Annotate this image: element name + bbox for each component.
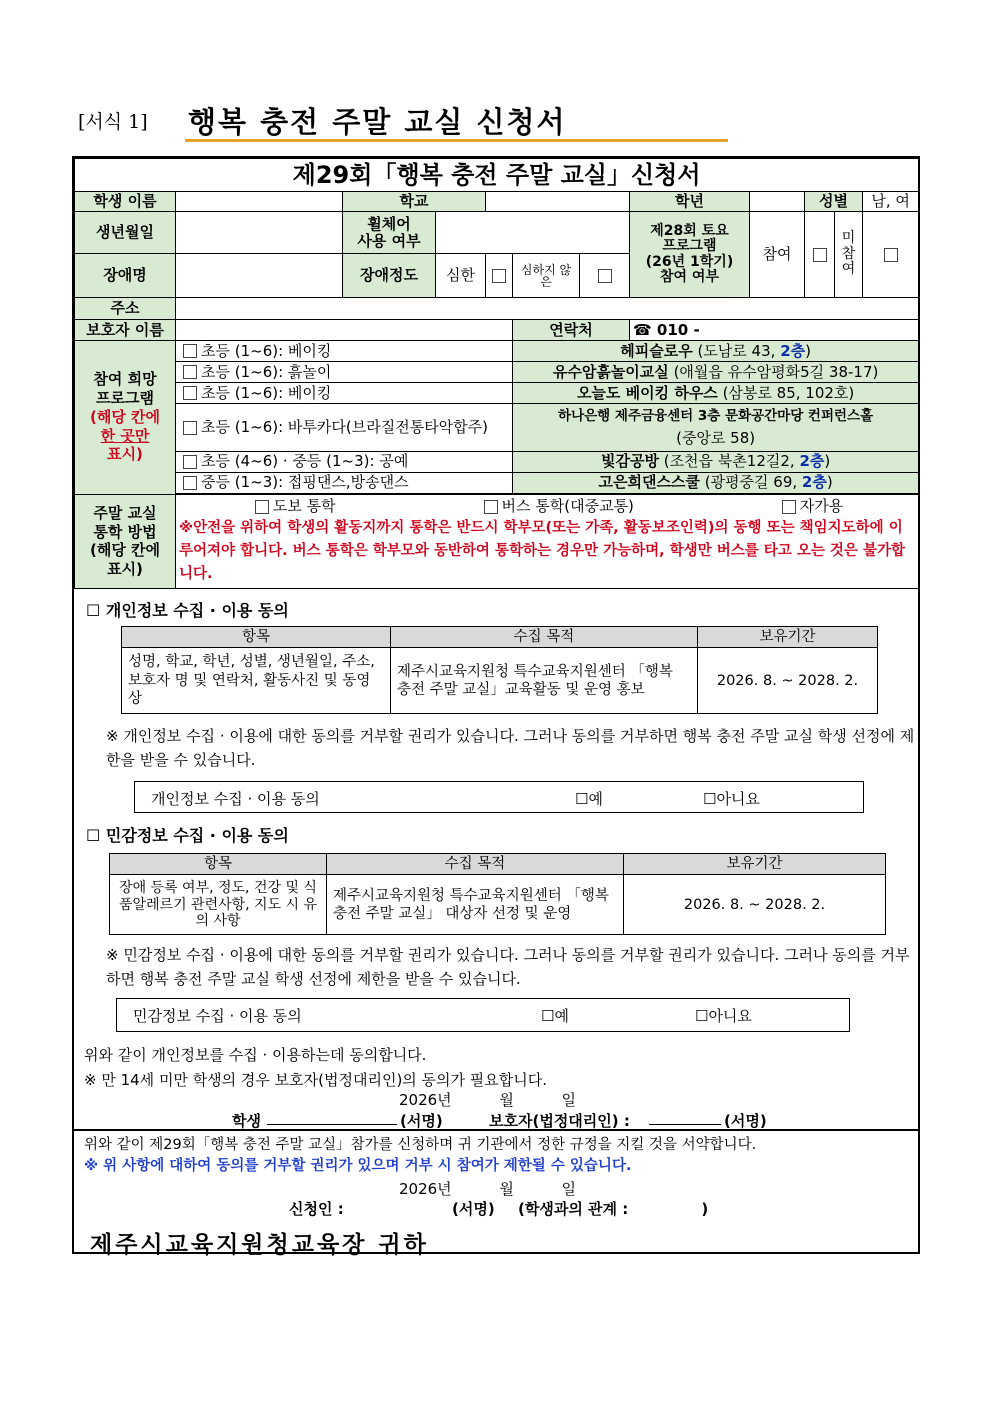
contact-label: 연락처: [513, 320, 630, 341]
venue-floor-0: 2층: [780, 341, 806, 360]
program-option-5[interactable]: [176, 472, 513, 493]
venue-name-1: 유수암흙놀이교실: [552, 362, 669, 381]
guardian-sign-line[interactable]: [649, 1124, 721, 1125]
program-venue-2: [513, 383, 919, 404]
agreement-date[interactable]: 2026년 월 일: [399, 1091, 577, 1109]
program-checkbox-2[interactable]: [183, 386, 197, 400]
student-name-label: 학생 이름: [75, 192, 176, 212]
application-form: [72, 156, 920, 1258]
page-title: 행복 충전 주말 교실 신청서: [188, 105, 567, 139]
venue-address-4: (조천읍 북촌12길2,: [663, 452, 800, 471]
pledge-date[interactable]: 2026년 월 일: [399, 1180, 577, 1198]
commute-car-label: 자가용: [799, 497, 844, 516]
sensitive-section-title: ☐ 민감정보 수집 · 이용 동의: [86, 826, 289, 845]
program-option-4[interactable]: [176, 451, 513, 472]
student-sign-label: (서명): [400, 1112, 443, 1130]
sensitive-period: 2026. 8. ~ 2028. 2.: [624, 875, 886, 935]
wheelchair-field[interactable]: [436, 212, 630, 254]
sensitive-table: [109, 853, 886, 935]
applicant-relation[interactable]: (학생과의 관계 : ): [518, 1200, 709, 1218]
pledge-divider: [74, 1129, 918, 1131]
addressee: 제주시교육지원청교육장 귀하: [90, 1231, 429, 1258]
wheelchair-label: 휠체어 사용 여부: [343, 212, 436, 254]
birthdate-label: 생년월일: [75, 212, 176, 254]
privacy-items: 성명, 학교, 학년, 성별, 생년월일, 주소, 보호자 명 및 연락처, 활동사진 및 동영상: [122, 648, 391, 714]
student-name-field[interactable]: [176, 192, 343, 212]
applicant-sign-label: (서명): [452, 1200, 495, 1218]
address-field[interactable]: [176, 298, 919, 320]
sensitive-header-period: 보유기간: [624, 854, 886, 875]
title-underline: [185, 139, 728, 142]
sensitive-consent-yes[interactable]: ☐예: [541, 1007, 569, 1025]
participated-label: 참여: [750, 212, 805, 298]
venue-address-1: (애월읍 유수암평화5길 38-17): [673, 362, 879, 381]
severity-label: 장애정도: [343, 254, 436, 298]
not-severe-label: 심하지 않은: [513, 254, 580, 298]
not-participated-checkbox[interactable]: [863, 212, 919, 298]
venue-tail-5: ): [826, 473, 833, 492]
gender-label: 성별: [805, 192, 863, 212]
gender-options[interactable]: 남, 여: [863, 192, 919, 212]
venue-address-3: (중앙로 58): [676, 429, 756, 448]
venue-address-2: (삼봉로 85, 102호): [722, 383, 855, 402]
not-participated-label: 미참여: [835, 212, 863, 298]
program-venue-5: [513, 472, 919, 493]
program-venue-0: [513, 341, 919, 362]
program-note-line2: 한 곳만: [100, 426, 150, 445]
program-name-3: 초등 (1~6): 바투카다(브라질전통타악합주): [201, 418, 489, 436]
program-venue-4: [513, 451, 919, 472]
disability-label: 장애명: [75, 254, 176, 298]
grade-label: 학년: [630, 192, 750, 212]
commute-walk-label: 도보 통학: [272, 497, 336, 516]
commute-car-option[interactable]: [778, 498, 843, 515]
program-checkbox-5[interactable]: [183, 476, 197, 490]
venue-address-0: (도남로 43,: [697, 341, 781, 360]
privacy-purpose: 제주시교육지원청 특수교육지원센터 「행복 충전 주말 교실」교육활동 및 운영 홍보: [391, 648, 698, 714]
program-option-3[interactable]: [176, 404, 513, 452]
program-name-4: 초등 (4~6) · 중등 (1~3): 공예: [201, 452, 409, 471]
venue-name-2: 오늘도 베이킹 하우스: [576, 383, 718, 402]
program-venue-3: [513, 404, 919, 452]
privacy-header-purpose: 수집 목적: [391, 627, 698, 648]
commute-label-line1: 주말 교실: [93, 503, 157, 522]
program-note-line3: 표시): [107, 445, 143, 464]
venue-name-5: 고은희댄스스쿨: [598, 473, 700, 492]
severe-label: 심한: [436, 254, 486, 298]
program-name-1: 초등 (1~6): 흙놀이: [201, 362, 332, 381]
participated-checkbox[interactable]: [805, 212, 835, 298]
disability-field[interactable]: [176, 254, 343, 298]
sensitive-note: ※ 민감정보 수집 · 이용에 대한 동의를 거부할 권리가 있습니다. 그러나 동의를 거부할 권리가 있습니다. 그러나 동의를 거부하면 행복 충전 주말 교실 학생 선정에 제한을 받을 수 있습니다.: [106, 946, 910, 988]
guardian-label: 보호자 이름: [75, 320, 176, 341]
program-name-2: 초등 (1~6): 베이킹: [201, 383, 332, 402]
commute-label-line3: (해당 칸에: [89, 541, 161, 560]
form-title: 제29회「행복 충전 주말 교실」신청서: [75, 159, 919, 192]
venue-floor-4: 2층: [799, 452, 825, 471]
program-venue-1: [513, 362, 919, 383]
program-name-0: 초등 (1~6): 베이킹: [201, 341, 332, 360]
commute-label-line2: 통학 방법: [93, 522, 157, 541]
commute-bus-option[interactable]: [480, 498, 634, 515]
privacy-table: [121, 626, 878, 714]
program-label-line2: 프로그램: [96, 389, 154, 408]
agreement-line2: ※ 만 14세 미만 학생의 경우 보호자(법정대리인)의 동의가 필요합니다.: [84, 1071, 548, 1089]
program-checkbox-0[interactable]: [183, 344, 197, 358]
guardian-sign-label: (서명): [724, 1112, 767, 1130]
program-name-5: 중등 (1~3): 접핑댄스,방송댄스: [201, 473, 409, 492]
program-checkbox-3[interactable]: [183, 421, 197, 435]
privacy-consent-no[interactable]: ☐아니요: [703, 790, 760, 808]
program-option-2[interactable]: [176, 383, 513, 404]
program-checkbox-1[interactable]: [183, 365, 197, 379]
guardian-field[interactable]: [176, 320, 513, 341]
sensitive-consent-no[interactable]: ☐아니요: [695, 1007, 752, 1025]
privacy-note: ※ 개인정보 수집 · 이용에 대한 동의를 거부할 권리가 있습니다. 그러나 동의를 거부하면 행복 충전 주말 교실 학생 선정에 제한을 받을 수 있습니다.: [106, 727, 915, 769]
sensitive-consent-box: [116, 998, 850, 1032]
sensitive-purpose: 제주시교육지원청 특수교육지원센터 「행복 충전 주말 교실」 대상자 선정 및 운영: [327, 875, 624, 935]
commute-options: [176, 494, 919, 589]
school-label: 학교: [343, 192, 486, 212]
program-option-0[interactable]: [176, 341, 513, 362]
commute-bus-label: 버스 통학(대중교통): [501, 497, 634, 516]
privacy-consent-label: 개인정보 수집 · 이용 동의: [151, 790, 320, 808]
school-field[interactable]: [486, 192, 630, 212]
venue-floor-5: 2층: [801, 473, 827, 492]
sensitive-items: 장애 등록 여부, 정도, 건강 및 식품알레르기 관련사항, 지도 시 유의 사항: [110, 875, 327, 935]
agreement-line1: 위와 같이 개인정보를 수집 · 이용하는데 동의합니다.: [84, 1046, 427, 1064]
address-label: 주소: [75, 298, 176, 320]
prev-program-label: 제28회 토요 프로그램 (26년 1학기) 참여 여부: [630, 212, 750, 298]
venue-name-4: 빛감공방: [600, 452, 659, 471]
privacy-section-title: ☐ 개인정보 수집 · 이용 동의: [86, 601, 289, 620]
program-checkbox-4[interactable]: [183, 455, 197, 469]
venue-tail-0: ): [805, 341, 811, 360]
venue-address-5: (광평중길 69,: [704, 473, 802, 492]
student-sign-line[interactable]: [267, 1124, 397, 1125]
venue-tail-4: ): [824, 452, 831, 471]
commute-label: [75, 494, 176, 589]
program-note-line1: (해당 칸에: [89, 407, 161, 426]
applicant-info-table: [74, 158, 919, 589]
applicant-label: 신청인 :: [289, 1200, 344, 1218]
contact-field[interactable]: ☎ 010 -: [630, 320, 919, 341]
sensitive-header-item: 항목: [110, 854, 327, 875]
commute-warning: ※안전을 위하여 학생의 활동지까지 통학은 반드시 학부모(또는 가족, 활동보조인력)의 동행 또는 책임지도하에 이루어져야 합니다. 버스 통학은 학부모와 동반하여 통학하는 경우만 가능하며, 학생만 버스를 타고 오는 것은 불가합니다.: [179, 519, 906, 582]
venue-name-0: 헤피슬로우: [620, 341, 693, 360]
birthdate-field[interactable]: [176, 212, 343, 254]
not-severe-checkbox[interactable]: [580, 254, 630, 298]
program-label-line1: 참여 희망: [93, 370, 157, 389]
commute-label-line4: 표시): [107, 560, 143, 579]
agreement-student-label: 학생: [232, 1112, 261, 1130]
privacy-consent-box: [134, 781, 864, 813]
sensitive-header-purpose: 수집 목적: [327, 854, 624, 875]
program-label: [75, 341, 176, 495]
privacy-period: 2026. 8. ~ 2028. 2.: [698, 648, 878, 714]
pledge-line2: ※ 위 사항에 대하여 동의를 거부할 권리가 있으며 거부 시 참여가 제한될 수 있습니다.: [84, 1158, 632, 1174]
privacy-header-item: 항목: [122, 627, 391, 648]
grade-field[interactable]: [750, 192, 805, 212]
commute-walk-option[interactable]: [251, 498, 336, 515]
privacy-header-period: 보유기간: [698, 627, 878, 648]
pledge-line1: 위와 같이 제29회「행복 충전 주말 교실」참가를 신청하며 귀 기관에서 정한 규정을 지킬 것을 서약합니다.: [84, 1137, 757, 1153]
program-option-1[interactable]: [176, 362, 513, 383]
sensitive-consent-label: 민감정보 수집 · 이용 동의: [133, 1007, 302, 1025]
guardian-label: 보호자(법정대리인) :: [489, 1112, 630, 1130]
form-number: [서식 1]: [78, 111, 148, 133]
privacy-consent-yes[interactable]: ☐예: [575, 790, 603, 808]
venue-name-3: 하나은행 제주금융센터 3층 문화공간마당 컨퍼런스홀: [558, 408, 874, 424]
severe-checkbox[interactable]: [486, 254, 513, 298]
